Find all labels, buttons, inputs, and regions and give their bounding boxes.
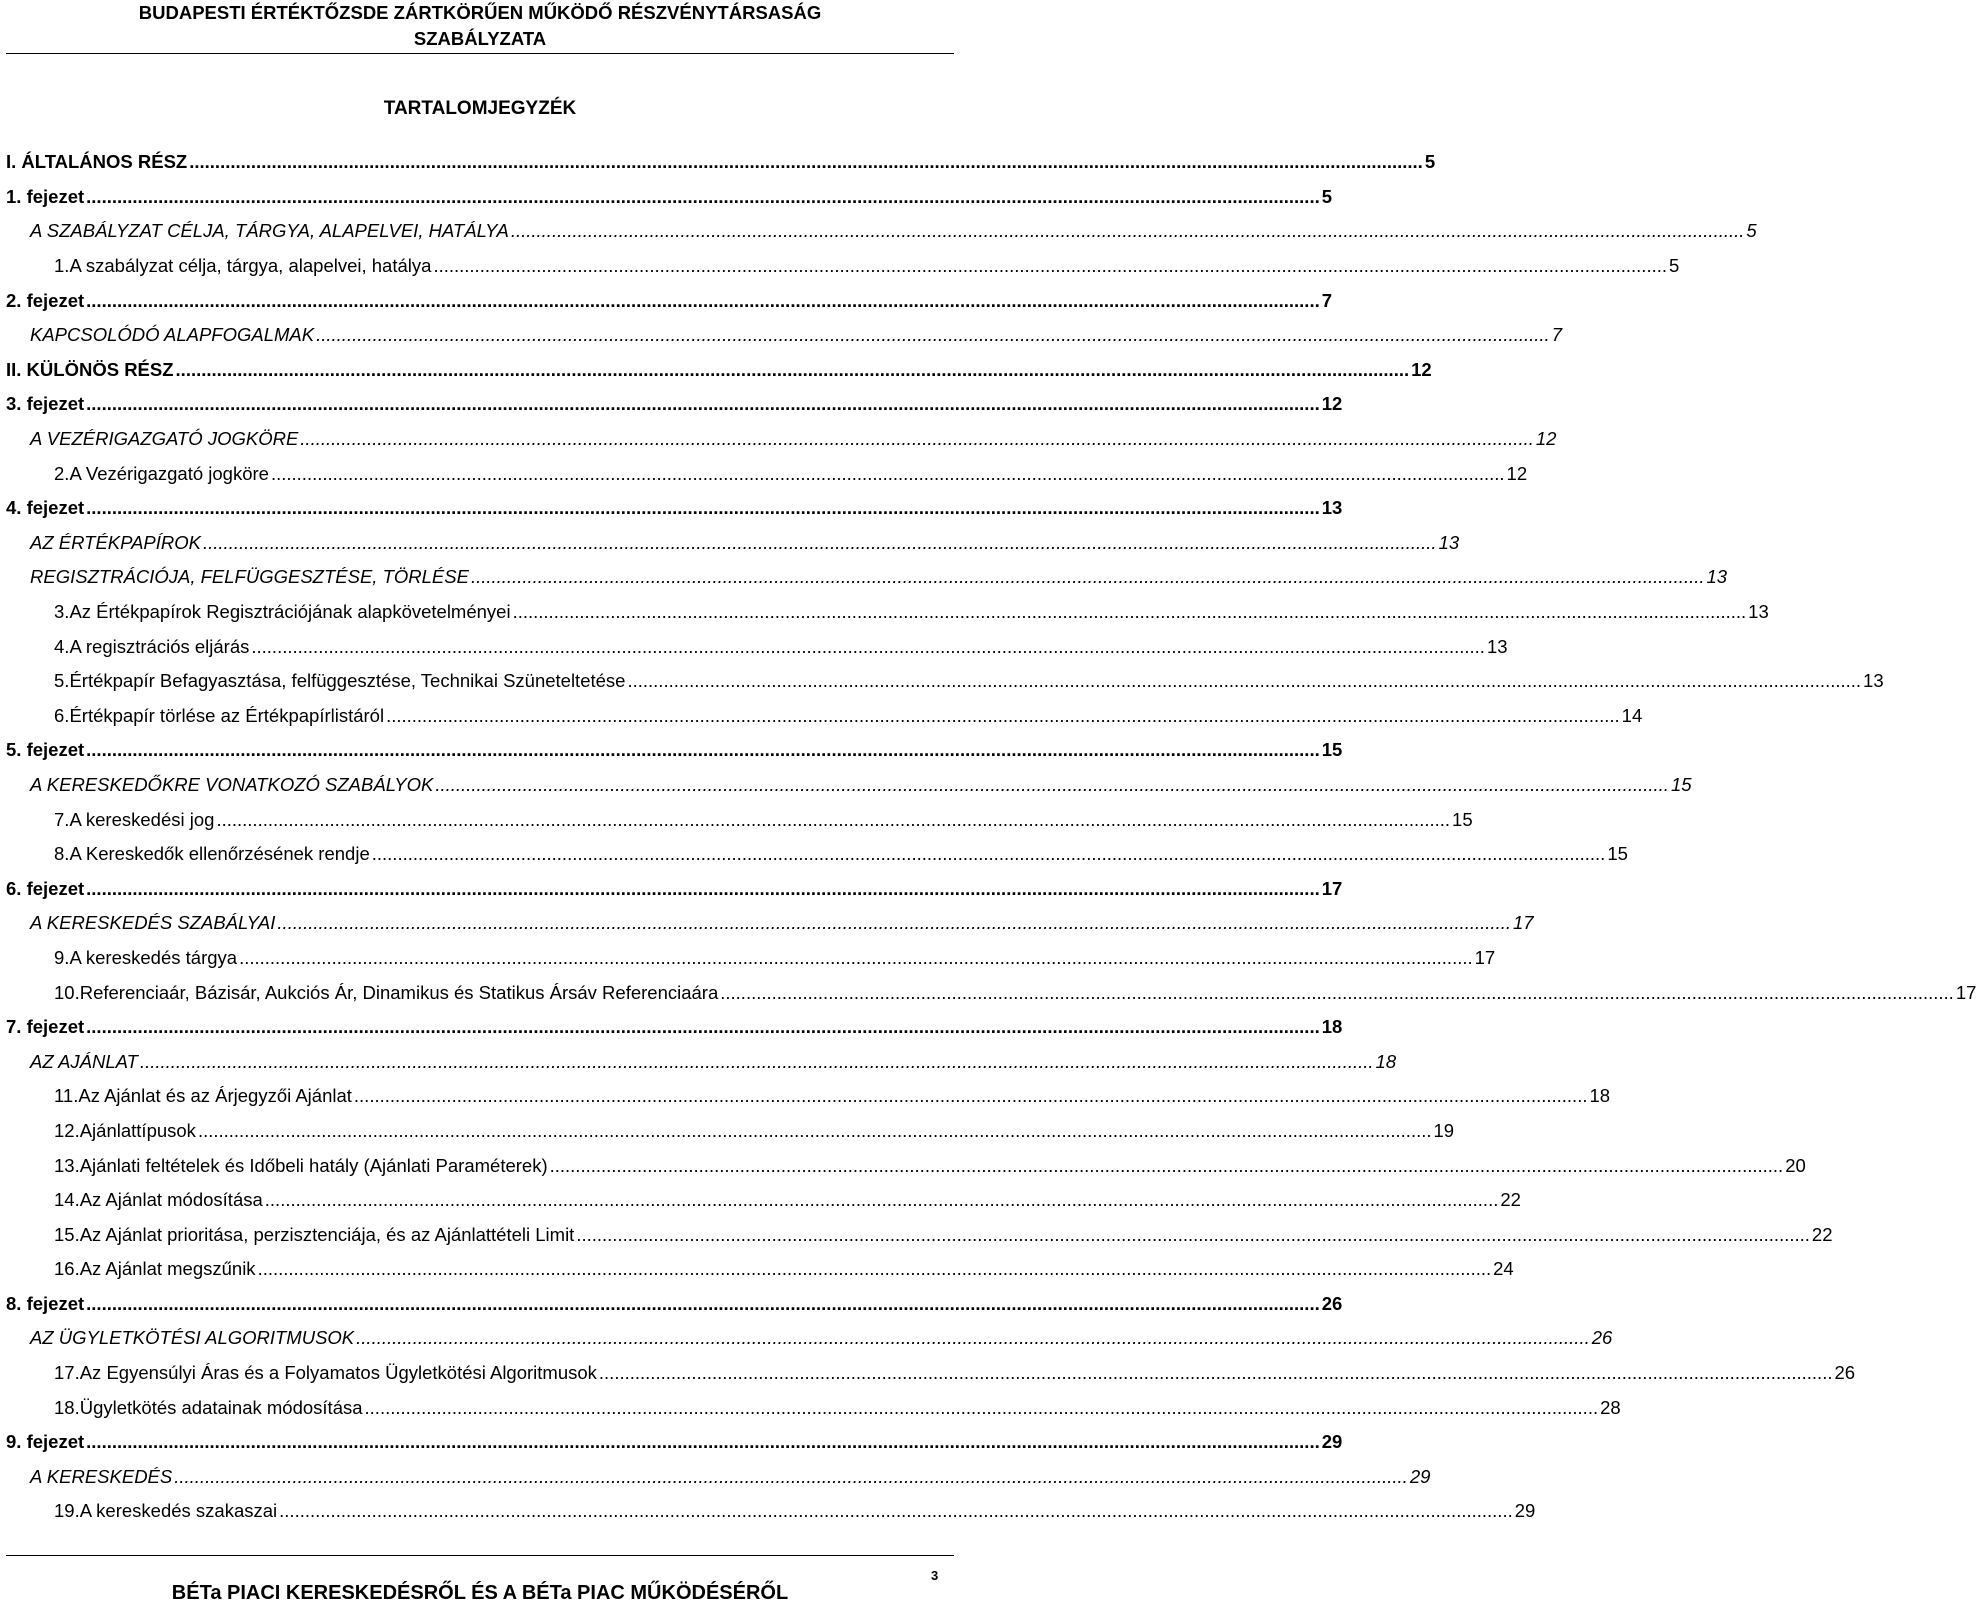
toc-entry-page: 13 [1321, 497, 1343, 519]
toc-title: TARTALOMJEGYZÉK [383, 98, 577, 119]
toc-entry-title: A regisztrációs eljárás [69, 635, 250, 657]
toc-entry-number: 2. [54, 462, 70, 484]
toc-entry-title: A SZABÁLYZAT CÉLJA, TÁRGYA, ALAPELVEI, HATÁLYA [30, 220, 509, 242]
toc-entry[interactable] [0, 1010, 1343, 1045]
toc-entry[interactable] [0, 1079, 1611, 1114]
toc-dot-leader [372, 843, 1606, 865]
toc-entry-page: 17 [1513, 912, 1534, 934]
toc-entry-number: 17. [54, 1362, 80, 1384]
toc-dot-leader [189, 151, 1423, 173]
toc-entry-title: Az Értékpapírok Regisztrációjának alapkövetelményei [69, 601, 511, 623]
toc-entry[interactable] [0, 1114, 1455, 1149]
toc-entry-title: A KERESKEDÉS SZABÁLYAI [30, 912, 276, 934]
toc-entry-title: Ügyletkötés adatainak módosítása [79, 1396, 363, 1418]
toc-entry[interactable] [0, 353, 1432, 388]
toc-dot-leader [86, 186, 1320, 208]
toc-dot-leader [176, 359, 1410, 381]
toc-entry-page: 12 [1506, 462, 1528, 484]
toc-entry-title: Az Ajánlat módosítása [79, 1189, 263, 1211]
toc-entry-page: 15 [1607, 843, 1628, 865]
toc-dot-leader [471, 566, 1705, 588]
toc-entry-number: 13. [54, 1154, 80, 1176]
toc-entry-title: A Vezérigazgató jogköre [69, 462, 269, 484]
toc-entry-title: 9. fejezet [6, 1431, 85, 1453]
toc-entry-title: 4. fejezet [6, 497, 85, 519]
toc-entry-page: 18 [1375, 1050, 1397, 1072]
toc-dot-leader [365, 1397, 1599, 1419]
toc-entry-page: 13 [1438, 531, 1460, 553]
toc-entry-title: AZ ÉRTÉKPAPÍROK [30, 531, 201, 553]
toc-dot-leader [356, 1327, 1590, 1349]
toc-entry-number: 8. [54, 843, 70, 865]
toc-entry-number: 18. [54, 1396, 80, 1418]
toc-entry-page: 18 [1589, 1085, 1611, 1107]
header-divider [6, 53, 954, 54]
toc-dot-leader [198, 1120, 1432, 1142]
toc-dot-leader [271, 463, 1505, 485]
toc-entry-page: 26 [1321, 1292, 1343, 1314]
toc-entry[interactable] [0, 1183, 1521, 1218]
toc-entry-title: Referenciaár, Bázisár, Aukciós Ár, Dinamikus és Statikus Ársáv Referenciaára [79, 981, 719, 1003]
toc-dot-leader [433, 255, 1667, 277]
toc-dot-leader [216, 809, 1450, 831]
toc-entry[interactable] [0, 1287, 1343, 1322]
toc-entry[interactable] [0, 283, 1333, 318]
toc-entry-number: 14. [54, 1189, 80, 1211]
toc-entry-title: 5. fejezet [6, 739, 85, 761]
toc-entry[interactable] [0, 941, 1496, 976]
toc-dot-leader [140, 1051, 1374, 1073]
toc-entry[interactable] [0, 456, 1528, 491]
toc-entry-page: 22 [1500, 1189, 1521, 1211]
toc-entry-number: 10. [54, 981, 80, 1003]
toc-entry-page: 14 [1621, 704, 1643, 726]
toc-entry-title: II. KÜLÖNÖS RÉSZ [6, 358, 174, 380]
toc-entry-title: A VEZÉRIGAZGATÓ JOGKÖRE [30, 428, 299, 450]
toc-dot-leader [300, 428, 1534, 450]
toc-entry-number: 12. [54, 1119, 80, 1141]
toc-entry-number: 6. [54, 704, 70, 726]
toc-entry-title: 8. fejezet [6, 1292, 85, 1314]
toc-dot-leader [279, 1500, 1513, 1522]
toc-entry-title: A Kereskedők ellenőrzésének rendje [69, 843, 370, 865]
toc-entry-page: 24 [1493, 1258, 1514, 1280]
toc-entry-page: 12 [1321, 393, 1343, 415]
toc-entry[interactable] [0, 1494, 1536, 1529]
toc-entry-number: 11. [54, 1085, 79, 1107]
toc-entry-title: AZ AJÁNLAT [30, 1050, 138, 1072]
toc-entry-title: Értékpapír Befagyasztása, felfüggesztése, Technikai Szüneteltetése [69, 670, 626, 692]
toc-entry[interactable] [0, 975, 1977, 1010]
toc-entry-page: 22 [1811, 1223, 1833, 1245]
toc-dot-leader [511, 220, 1745, 242]
toc-dot-leader [174, 1466, 1408, 1488]
header-line-2: SZABÁLYZATA [413, 28, 547, 49]
toc-entry-page: 15 [1452, 808, 1473, 830]
toc-dot-leader [203, 532, 1437, 554]
page-header [0, 0, 960, 52]
toc-entry[interactable] [0, 1321, 1613, 1356]
page-number: 3 [931, 1568, 939, 1583]
toc-entry[interactable] [0, 906, 1534, 941]
toc-entry-number: 16. [54, 1258, 80, 1280]
toc-entry[interactable] [0, 699, 1643, 734]
toc-entry-page: 13 [1863, 670, 1884, 692]
toc-entry-number: 4. [54, 635, 70, 657]
toc-dot-leader [435, 774, 1669, 796]
toc-dot-leader [86, 290, 1320, 312]
toc-entry[interactable] [0, 491, 1343, 526]
toc-entry[interactable] [0, 1356, 1856, 1391]
toc-dot-leader [720, 982, 1954, 1004]
toc-dot-leader [627, 670, 1861, 692]
table-of-contents [0, 145, 1977, 1529]
toc-entry-page: 5 [1746, 220, 1757, 242]
toc-entry[interactable] [0, 145, 1436, 180]
toc-dot-leader [265, 1189, 1499, 1211]
toc-entry-page: 28 [1600, 1396, 1621, 1418]
toc-entry-title: AZ ÜGYLETKÖTÉSI ALGORITMUSOK [30, 1327, 355, 1349]
toc-entry[interactable] [0, 837, 1628, 872]
toc-entry-page: 5 [1424, 151, 1436, 173]
toc-dot-leader [277, 912, 1511, 934]
toc-entry-page: 20 [1785, 1154, 1806, 1176]
toc-entry-number: 7. [54, 808, 70, 830]
toc-entry-page: 19 [1433, 1119, 1455, 1141]
toc-entry-page: 15 [1670, 773, 1692, 795]
toc-entry-number: 15. [54, 1223, 80, 1245]
toc-entry[interactable] [0, 664, 1884, 699]
toc-dot-leader [386, 705, 1620, 727]
toc-entry-page: 26 [1834, 1362, 1856, 1384]
toc-entry-title: 6. fejezet [6, 877, 85, 899]
toc-entry[interactable] [0, 802, 1473, 837]
header-line-1: BUDAPESTI ÉRTÉKTŐZSDE ZÁRTKÖRŰEN MŰKÖDŐ RÉSZVÉNYTÁRSASÁG [138, 2, 822, 23]
toc-entry[interactable] [0, 422, 1557, 457]
toc-entry[interactable] [0, 1044, 1397, 1079]
toc-entry-number: 1. [54, 255, 70, 277]
toc-entry-number: 19. [54, 1500, 80, 1522]
page-footer: BÉTa PIACI KERESKEDÉSRŐL ÉS A BÉTa PIAC MŰKÖDÉSÉRŐL [171, 1582, 789, 1604]
toc-entry[interactable] [0, 768, 1692, 803]
toc-entry-page: 7 [1321, 289, 1333, 311]
toc-dot-leader [86, 393, 1320, 415]
toc-entry-number: 5. [54, 670, 70, 692]
toc-entry-title: 2. fejezet [6, 289, 85, 311]
toc-dot-leader [316, 324, 1550, 346]
toc-entry-page: 29 [1409, 1465, 1431, 1487]
toc-entry[interactable] [0, 1390, 1621, 1425]
toc-dot-leader [354, 1085, 1588, 1107]
toc-entry-page: 13 [1748, 601, 1769, 623]
toc-dot-leader [86, 878, 1320, 900]
toc-entry[interactable] [0, 560, 1728, 595]
toc-entry-title: REGISZTRÁCIÓJA, FELFÜGGESZTÉSE, TÖRLÉSE [30, 566, 469, 588]
toc-entry-title: 7. fejezet [6, 1016, 85, 1038]
toc-dot-leader [258, 1258, 1492, 1280]
toc-entry[interactable] [0, 387, 1343, 422]
toc-entry-page: 13 [1706, 566, 1728, 588]
toc-entry-title: A KERESKEDŐKRE VONATKOZÓ SZABÁLYOK [30, 773, 434, 795]
toc-entry-page: 17 [1321, 877, 1343, 899]
toc-dot-leader [86, 739, 1320, 761]
toc-entry-page: 12 [1411, 358, 1432, 380]
toc-entry-page: 26 [1591, 1327, 1613, 1349]
toc-entry-page: 17 [1955, 981, 1977, 1003]
toc-entry-title: 1. fejezet [6, 185, 85, 207]
toc-entry-title: A kereskedés szakaszai [79, 1500, 278, 1522]
toc-entry-title: I. ÁLTALÁNOS RÉSZ [6, 151, 188, 173]
toc-entry-page: 29 [1321, 1431, 1343, 1453]
toc-entry[interactable] [0, 180, 1333, 215]
toc-entry[interactable] [0, 318, 1562, 353]
toc-dot-leader [251, 636, 1485, 658]
toc-entry[interactable] [0, 1425, 1343, 1460]
toc-entry-page: 5 [1321, 185, 1333, 207]
toc-entry-title: Az Egyensúlyi Áras és a Folyamatos Ügyletkötési Algoritmusok [79, 1362, 597, 1384]
toc-dot-leader [576, 1224, 1810, 1246]
toc-entry-page: 13 [1486, 635, 1508, 657]
toc-entry-page: 7 [1551, 324, 1562, 346]
toc-entry-page: 5 [1669, 255, 1680, 277]
toc-entry-title: Ajánlati feltételek és Időbeli hatály (Ajánlati Paraméterek) [79, 1154, 548, 1176]
toc-entry-page: 15 [1321, 739, 1343, 761]
toc-entry[interactable] [0, 629, 1508, 664]
toc-entry[interactable] [0, 1460, 1431, 1495]
toc-entry-title: A szabályzat célja, tárgya, alapelvei, hatálya [69, 255, 432, 277]
toc-entry[interactable] [0, 1217, 1833, 1252]
toc-entry-title: Az Ajánlat megszűnik [79, 1258, 256, 1280]
toc-entry-title: Ajánlattípusok [79, 1119, 196, 1141]
toc-dot-leader [550, 1155, 1784, 1177]
toc-entry-title: 3. fejezet [6, 393, 85, 415]
toc-entry[interactable] [0, 249, 1680, 284]
toc-entry-title: A kereskedési jog [69, 808, 215, 830]
toc-dot-leader [86, 1431, 1320, 1453]
toc-dot-leader [86, 1016, 1320, 1038]
toc-entry[interactable] [0, 214, 1757, 249]
toc-entry-number: 9. [54, 946, 70, 968]
toc-entry-title: Az Ajánlat prioritása, perzisztenciája, és az Ajánlattételi Limit [79, 1223, 575, 1245]
toc-entry[interactable] [0, 1148, 1806, 1183]
toc-entry-title: A KERESKEDÉS [30, 1465, 173, 1487]
toc-entry-title: Az Ajánlat és az Árjegyzői Ajánlat [78, 1085, 352, 1107]
toc-entry[interactable] [0, 526, 1460, 561]
toc-entry-page: 18 [1321, 1016, 1343, 1038]
toc-dot-leader [599, 1362, 1833, 1384]
toc-entry-page: 29 [1514, 1500, 1536, 1522]
toc-entry[interactable] [0, 595, 1769, 630]
toc-entry[interactable] [0, 1252, 1514, 1287]
toc-entry-page: 12 [1535, 428, 1557, 450]
toc-entry[interactable] [0, 871, 1343, 906]
toc-entry-title: Értékpapír törlése az Értékpapírlistáról [69, 704, 385, 726]
toc-dot-leader [86, 1293, 1320, 1315]
toc-entry[interactable] [0, 733, 1343, 768]
toc-entry-page: 17 [1474, 946, 1496, 968]
footer-divider [6, 1555, 954, 1556]
toc-entry-title: KAPCSOLÓDÓ ALAPFOGALMAK [30, 324, 315, 346]
toc-dot-leader [513, 601, 1747, 623]
toc-entry-title: A kereskedés tárgya [69, 946, 238, 968]
toc-dot-leader [86, 497, 1320, 519]
toc-entry-number: 3. [54, 601, 70, 623]
toc-dot-leader [239, 947, 1473, 969]
